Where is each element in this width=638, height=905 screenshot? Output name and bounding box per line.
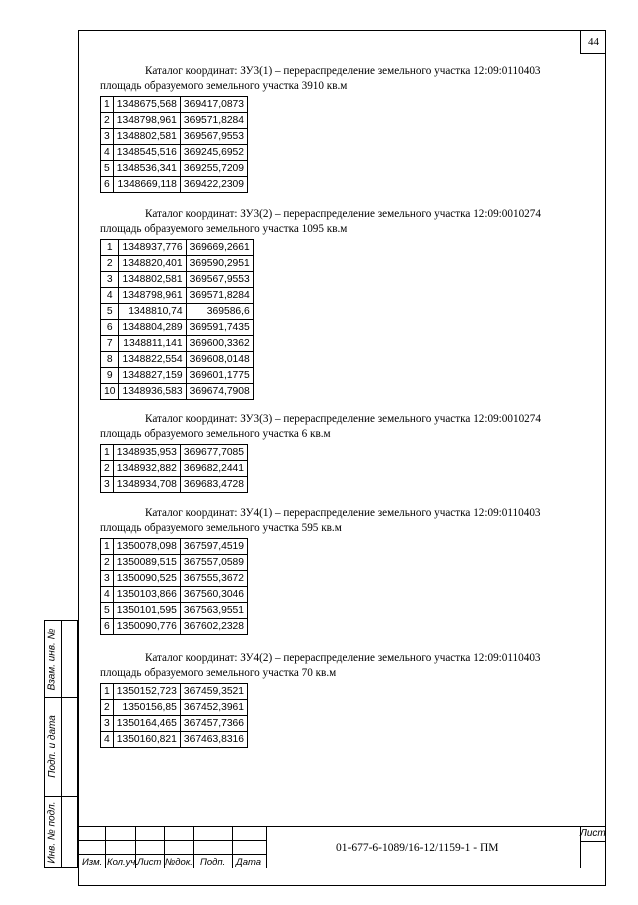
coordinates-table (100, 683, 248, 748)
table-row (101, 445, 248, 461)
x-coordinate-cell: 1350160,821 (113, 732, 180, 748)
y-coordinate-cell: 369586,6 (186, 304, 253, 320)
y-coordinate-cell: 367560,3046 (180, 587, 247, 603)
y-coordinate-cell: 369682,2441 (180, 461, 247, 477)
x-coordinate-cell: 1348810,74 (119, 304, 186, 320)
x-coordinate-cell: 1350090,525 (113, 571, 180, 587)
point-number-cell: 5 (101, 603, 114, 619)
table-row (101, 539, 248, 555)
coordinate-catalog-section (100, 651, 595, 748)
x-coordinate-cell: 1348798,961 (119, 288, 186, 304)
point-number-cell: 7 (101, 336, 119, 352)
point-number-cell: 2 (101, 256, 119, 272)
table-row (101, 256, 254, 272)
point-number-cell: 9 (101, 368, 119, 384)
y-coordinate-cell: 369417,0873 (180, 97, 247, 113)
point-number-cell: 3 (101, 477, 114, 493)
area-text: площадь образуемого земельного участка 595 кв.м (100, 522, 342, 534)
sheet-label: Лист (580, 828, 606, 839)
y-coordinate-cell: 369674,7908 (186, 384, 253, 400)
x-coordinate-cell: 1348935,953 (113, 445, 180, 461)
point-number-cell: 2 (101, 461, 114, 477)
coordinate-catalog-section (100, 506, 595, 635)
y-coordinate-cell: 369669,2661 (186, 240, 253, 256)
x-coordinate-cell: 1348811,141 (119, 336, 186, 352)
table-row (101, 700, 248, 716)
x-coordinate-cell: 1348536,341 (113, 161, 180, 177)
point-number-cell: 4 (101, 732, 114, 748)
table-row (101, 320, 254, 336)
col-list: Лист (137, 857, 162, 868)
y-coordinate-cell: 369677,7085 (180, 445, 247, 461)
y-coordinate-cell: 369255,7209 (180, 161, 247, 177)
coordinate-catalog-section (100, 207, 595, 400)
y-coordinate-cell: 367563,9551 (180, 603, 247, 619)
table-row (101, 716, 248, 732)
area-text: площадь образуемого земельного участка 70 кв.м (100, 667, 337, 679)
y-coordinate-cell: 369590,2951 (186, 256, 253, 272)
y-coordinate-cell: 367602,2328 (180, 619, 247, 635)
replace-inv-label: Взам. инв. № (46, 628, 58, 690)
original-inv-label: Инв. № подл. (46, 800, 58, 864)
x-coordinate-cell: 1350078,098 (113, 539, 180, 555)
document-code: 01-677-6-1089/16-12/1159-1 - ПМ (336, 842, 499, 854)
y-coordinate-cell: 369571,8284 (186, 288, 253, 304)
y-coordinate-cell: 367597,4519 (180, 539, 247, 555)
col-doc-no: №док. (165, 857, 193, 868)
table-row (101, 336, 254, 352)
point-number-cell: 10 (101, 384, 119, 400)
area-text: площадь образуемого земельного участка 6 кв.м (100, 428, 331, 440)
point-number-cell: 6 (101, 177, 114, 193)
point-number-cell: 5 (101, 304, 119, 320)
y-coordinate-cell: 369600,3362 (186, 336, 253, 352)
table-row (101, 129, 248, 145)
col-izm: Изм. (82, 857, 103, 868)
table-row (101, 177, 248, 193)
coordinates-table (100, 538, 248, 635)
catalog-heading: Каталог координат: ЗУ4(1) – перераспределение земельного участка 12:09:0110403 (145, 507, 541, 519)
y-coordinate-cell: 369591,7435 (186, 320, 253, 336)
x-coordinate-cell: 1348675,568 (113, 97, 180, 113)
point-number-cell: 4 (101, 288, 119, 304)
point-number-cell: 8 (101, 352, 119, 368)
table-row (101, 461, 248, 477)
table-row (101, 113, 248, 129)
x-coordinate-cell: 1350103,866 (113, 587, 180, 603)
table-row (101, 368, 254, 384)
table-row (101, 732, 248, 748)
x-coordinate-cell: 1350101,595 (113, 603, 180, 619)
x-coordinate-cell: 1350089,515 (113, 555, 180, 571)
x-coordinate-cell: 1350156,85 (113, 700, 180, 716)
point-number-cell: 6 (101, 619, 114, 635)
catalog-heading: Каталог координат: ЗУ3(3) – перераспределение земельного участка 12:09:0010274 (145, 413, 541, 425)
point-number-cell: 1 (101, 684, 114, 700)
col-podp: Подп. (200, 857, 226, 868)
catalog-heading: Каталог координат: ЗУ3(1) – перераспределение земельного участка 12:09:0110403 (145, 65, 541, 77)
point-number-cell: 3 (101, 571, 114, 587)
x-coordinate-cell: 1350164,465 (113, 716, 180, 732)
point-number-cell: 4 (101, 587, 114, 603)
y-coordinate-cell: 369567,9553 (186, 272, 253, 288)
x-coordinate-cell: 1348937,776 (119, 240, 186, 256)
x-coordinate-cell: 1350152,723 (113, 684, 180, 700)
coordinates-table (100, 96, 248, 193)
point-number-cell: 2 (101, 700, 114, 716)
y-coordinate-cell: 369422,2309 (180, 177, 247, 193)
y-coordinate-cell: 367452,3961 (180, 700, 247, 716)
x-coordinate-cell: 1348827,159 (119, 368, 186, 384)
point-number-cell: 3 (101, 716, 114, 732)
table-row (101, 384, 254, 400)
point-number-cell: 6 (101, 320, 119, 336)
coordinates-table (100, 239, 254, 400)
catalog-heading: Каталог координат: ЗУ3(2) – перераспределение земельного участка 12:09:0010274 (145, 208, 541, 220)
sign-date-label: Подп. и дата (46, 715, 58, 778)
table-row (101, 555, 248, 571)
x-coordinate-cell: 1348804,289 (119, 320, 186, 336)
table-row (101, 619, 248, 635)
x-coordinate-cell: 1348802,581 (113, 129, 180, 145)
col-kol-uch: Кол.уч. (107, 857, 138, 868)
point-number-cell: 1 (101, 240, 119, 256)
y-coordinate-cell: 369608,0148 (186, 352, 253, 368)
page-number: 44 (580, 31, 606, 54)
y-coordinate-cell: 367463,8316 (180, 732, 247, 748)
table-row (101, 304, 254, 320)
table-row (101, 145, 248, 161)
y-coordinate-cell: 369567,9553 (180, 129, 247, 145)
table-row (101, 288, 254, 304)
point-number-cell: 2 (101, 113, 114, 129)
x-coordinate-cell: 1350090,776 (113, 619, 180, 635)
point-number-cell: 1 (101, 97, 114, 113)
catalog-heading: Каталог координат: ЗУ4(2) – перераспределение земельного участка 12:09:0110403 (145, 652, 541, 664)
x-coordinate-cell: 1348545,516 (113, 145, 180, 161)
x-coordinate-cell: 1348802,581 (119, 272, 186, 288)
table-row (101, 684, 248, 700)
table-row (101, 161, 248, 177)
x-coordinate-cell: 1348798,961 (113, 113, 180, 129)
y-coordinate-cell: 369601,1775 (186, 368, 253, 384)
x-coordinate-cell: 1348669,118 (113, 177, 180, 193)
x-coordinate-cell: 1348820,401 (119, 256, 186, 272)
y-coordinate-cell: 369245,6952 (180, 145, 247, 161)
table-row (101, 352, 254, 368)
table-row (101, 571, 248, 587)
point-number-cell: 4 (101, 145, 114, 161)
x-coordinate-cell: 1348932,882 (113, 461, 180, 477)
table-row (101, 587, 248, 603)
coordinates-table (100, 444, 248, 493)
point-number-cell: 1 (101, 445, 114, 461)
table-row (101, 97, 248, 113)
col-data: Дата (236, 857, 262, 868)
table-row (101, 603, 248, 619)
area-text: площадь образуемого земельного участка 3910 кв.м (100, 80, 348, 92)
point-number-cell: 2 (101, 555, 114, 571)
x-coordinate-cell: 1348936,583 (119, 384, 186, 400)
point-number-cell: 1 (101, 539, 114, 555)
y-coordinate-cell: 367457,7366 (180, 716, 247, 732)
point-number-cell: 3 (101, 272, 119, 288)
table-row (101, 240, 254, 256)
x-coordinate-cell: 1348822,554 (119, 352, 186, 368)
coordinate-catalog-section (100, 64, 595, 193)
point-number-cell: 3 (101, 129, 114, 145)
y-coordinate-cell: 367555,3672 (180, 571, 247, 587)
x-coordinate-cell: 1348934,708 (113, 477, 180, 493)
y-coordinate-cell: 369683,4728 (180, 477, 247, 493)
table-row (101, 477, 248, 493)
y-coordinate-cell: 369571,8284 (180, 113, 247, 129)
point-number-cell: 5 (101, 161, 114, 177)
y-coordinate-cell: 367557,0589 (180, 555, 247, 571)
area-text: площадь образуемого земельного участка 1095 кв.м (100, 223, 348, 235)
coordinate-catalog-section (100, 412, 595, 493)
table-row (101, 272, 254, 288)
y-coordinate-cell: 367459,3521 (180, 684, 247, 700)
